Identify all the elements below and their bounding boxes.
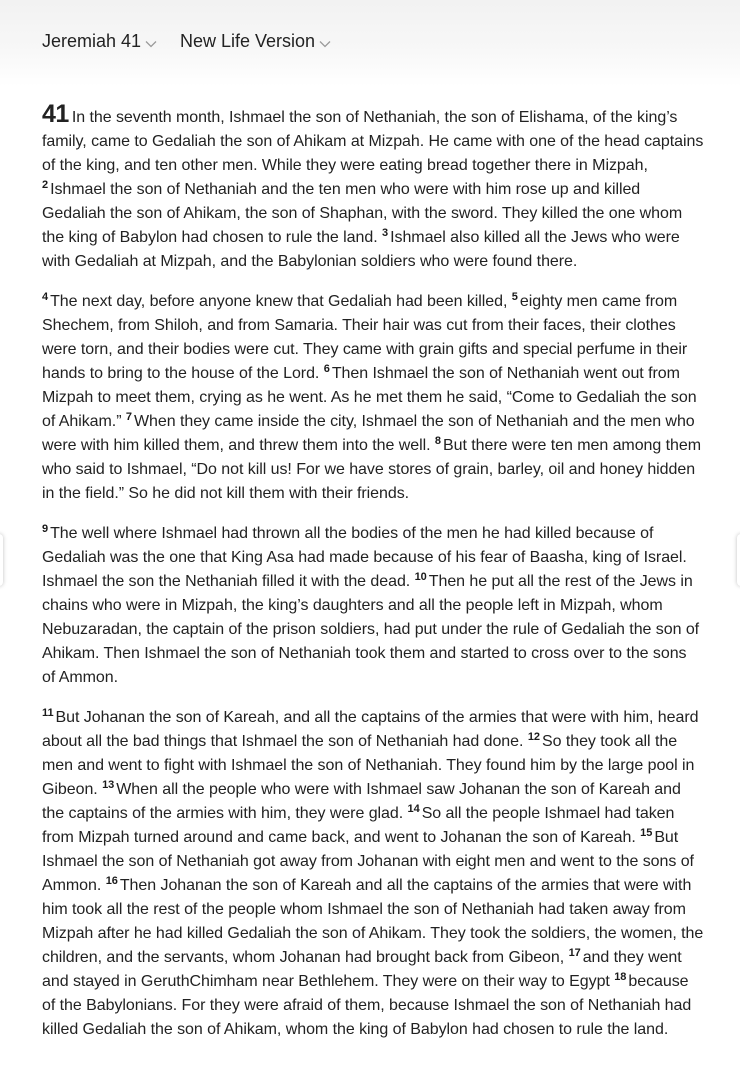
verse-text[interactable]: Then Johanan the son of Kareah and all the captains of the armies that were with him took all the rest of the people whom Ishmael the son of Nethaniah had taken away from Mizpah after he had killed Gedaliah the son of Ahikam. They took the soldiers, the women, the children, and the servants, whom Johanan had brought back from Gibeon, [42,877,704,966]
verse-text[interactable]: But Johanan the son of Kareah, and all the captains of the armies that were with him, heard about all the bad things that Ishmael the son of Nethaniah had done. [42,709,699,750]
paragraph [42,102,704,274]
book-chapter-label: Jeremiah 41 [42,31,142,51]
verse-text[interactable]: The well where Ishmael had thrown all the bodies of the men he had killed because of Gedaliah was the one that King Asa had made because of his fear of Baasha, king of Israel. Ishmael the son the Nethaniah filled it with the dead. [42,525,687,590]
verse-number: 12 [527,731,540,743]
verse-number: 7 [125,411,132,423]
verse-text[interactable]: But Ishmael the son of Nethaniah got away from Johanan with eight men and went to the sons of Ammon. [42,829,694,894]
verse-text[interactable]: Then Ishmael the son of Nethaniah went out from Mizpah to meet them, crying as he went. As he met them he said, “Come to Gedaliah the son of Ahikam.” [42,365,697,430]
chevron-down-icon [145,40,157,48]
verse-text[interactable]: The next day, before anyone knew that Gedaliah had been killed, [50,293,508,310]
verse-text[interactable]: When they came inside the city, Ishmael the son of Nethaniah and the men who were with him killed them, and threw them into the well. [42,413,695,454]
verse-number: 11 [42,707,54,719]
verse-text[interactable]: because of the Babylonians. For they were afraid of them, because Ishmael the son of Nethaniah had killed Gedaliah the son of Ahikam, whom the king of Babylon had chosen to rule the land. [42,973,692,1038]
verse-text[interactable]: eighty men came from Shechem, from Shiloh, and from Samaria. Their hair was cut from their faces, their clothes were torn, and their bodies were cut. They came with grain gifts and special perfume in their hands to bring to the house of the Lord. [42,293,688,382]
verse-text[interactable]: But there were ten men among them who said to Ishmael, “Do not kill us! For we have stores of grain, barley, oil and honey hidden in the field.” So he did not kill them with their friends. [42,437,702,502]
paragraph [42,706,704,1042]
verse-number: 16 [105,875,118,887]
verse-text[interactable]: So they took all the men and went to fight with Ishmael the son of Nethaniah. They found him by the large pool in Gibeon. [42,733,695,798]
verse-number: 18 [614,971,627,983]
top-bar [0,0,740,86]
book-chapter-selector[interactable] [42,31,157,52]
chapter-number: 41 [42,100,69,128]
verse-text[interactable]: In the seventh month, Ishmael the son of Nethaniah, the son of Elishama, of the king’s family, came to Gedaliah the son of Ahikam at Mizpah. He came with one of the head captains of the king, and ten other men. While they were eating bread together there in Mizpah, [42,109,704,174]
verse-number: 13 [102,779,115,791]
verse-text[interactable]: So all the people Ishmael had taken from Mizpah turned around and came back, and went to Johanan the son of Kareah. [42,805,675,846]
verse-text[interactable]: Ishmael also killed all the Jews who were with Gedaliah at Mizpah, and the Babylonian soldiers who were found there. [42,229,680,270]
chapter-text [42,102,704,1058]
version-label: New Life Version [180,31,316,51]
chevron-down-icon [319,40,331,48]
paragraph [42,522,704,690]
verse-text[interactable]: When all the people who were with Ishmael saw Johanan the son of Kareah and the captains of the armies with him, they were glad. [42,781,681,822]
verse-number: 3 [382,227,389,239]
verse-text[interactable]: and they went and stayed in GeruthChimham near Bethlehem. They were on their way to Egypt [42,949,682,990]
verse-number: 2 [42,179,49,191]
verse-number: 8 [434,435,441,447]
verse-number: 14 [407,803,420,815]
verse-text[interactable]: Then he put all the rest of the Jews in chains who were in Mizpah, the king’s daughters and all the people left in Mizpah, whom Nebuzaradan, the captain of the prison soldiers, had put under the rule of Gedaliah the son of Ahikam. Then Ishmael the son of Nethaniah took them and started to cross over to the sons of Ammon. [42,573,700,686]
verse-number: 9 [42,523,49,535]
paragraph [42,290,704,506]
verse-text[interactable]: Ishmael the son of Nethaniah and the ten men who were with him rose up and killed Gedaliah the son of Ahikam, the son of Shaphan, with the sword. They killed the one whom the king of Babylon had chosen to rule the land. [42,181,683,246]
verse-number: 6 [323,363,330,375]
verse-number: 17 [568,947,581,959]
verse-number: 15 [640,827,653,839]
version-selector[interactable] [180,31,331,52]
verse-number: 10 [414,571,427,583]
verse-number: 5 [511,291,518,303]
previous-chapter-handle[interactable] [0,534,3,586]
verse-number: 4 [42,291,49,303]
